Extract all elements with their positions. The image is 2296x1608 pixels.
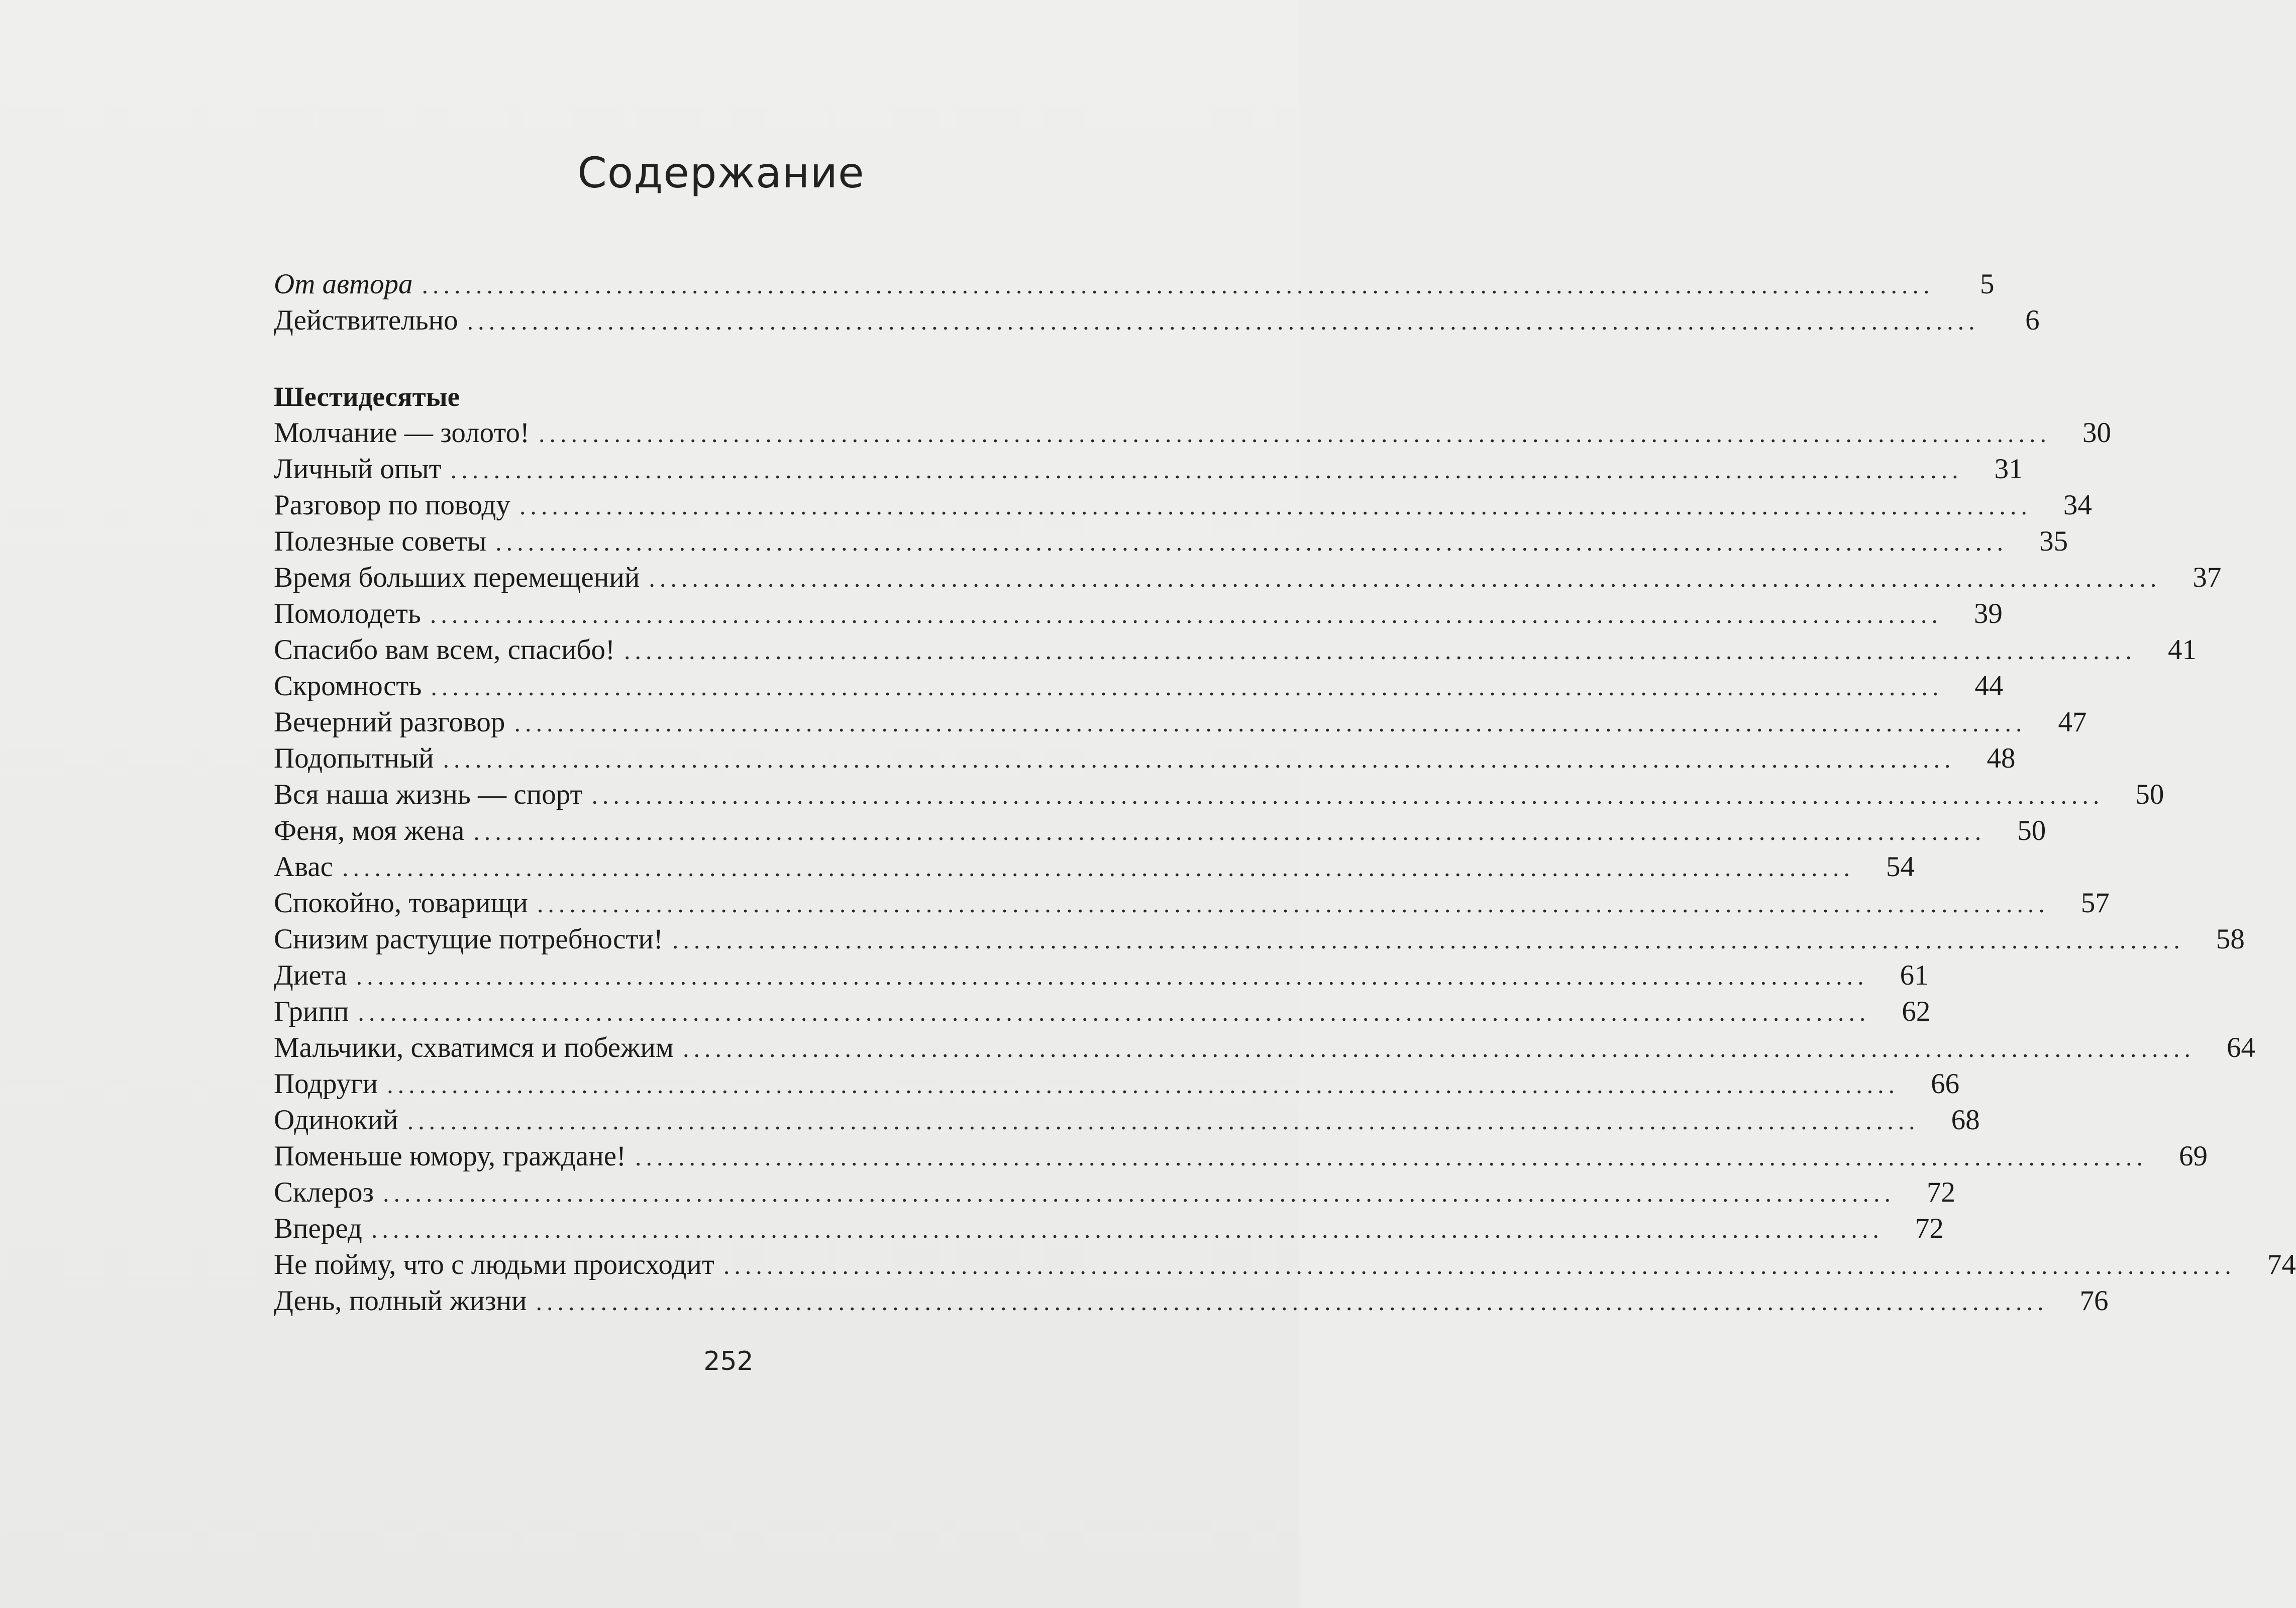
toc-entry-page: 44	[1974, 670, 2004, 702]
toc-entry-title: Вперед	[274, 1213, 362, 1244]
toc-entry-title: Поменьше юмору, граждане!	[274, 1140, 626, 1172]
toc-entry	[274, 1030, 2255, 1066]
dot-leader: ............................................................................................................................................	[467, 307, 1979, 335]
toc-entry	[274, 487, 2092, 523]
toc-entry	[274, 302, 2040, 339]
toc-entry-page: 35	[2039, 525, 2068, 557]
toc-entry-title: Диета	[274, 959, 347, 991]
toc-entry	[274, 523, 2068, 560]
toc-entry-title: Подопытный	[274, 742, 434, 774]
dot-leader: ............................................................................................................................................	[672, 926, 2184, 954]
page-title: Содержание	[577, 148, 865, 197]
toc-entry-title: Авас	[274, 851, 333, 883]
toc-entry-title: Подруги	[274, 1068, 378, 1100]
dot-leader: ............................................................................................................................................	[649, 564, 2161, 592]
dot-leader: ............................................................................................................................................	[356, 962, 1868, 990]
toc-entry	[274, 921, 2245, 957]
toc-entry	[274, 266, 1995, 302]
toc-entry	[274, 994, 1931, 1030]
toc-entry-title: День, полный жизни	[274, 1285, 527, 1317]
dot-leader: ............................................................................................................................................	[519, 492, 2032, 520]
dot-leader: ............................................................................................................................................	[387, 1070, 1900, 1099]
dot-leader: ............................................................................................................................................	[422, 271, 1934, 299]
toc-entry-title: Спокойно, товарищи	[274, 887, 528, 919]
toc-entry-page: 48	[1987, 742, 2016, 774]
toc-entry-title: Вечерний разговор	[274, 706, 505, 738]
toc-entry	[274, 560, 2222, 596]
dot-leader: ............................................................................................................................................	[495, 528, 2008, 556]
toc-entry-page: 31	[1994, 453, 2023, 485]
dot-leader: ............................................................................................................................................	[407, 1107, 1920, 1135]
toc-entry	[274, 1102, 1980, 1138]
toc-entry-page: 58	[2216, 923, 2245, 955]
dot-leader: ............................................................................................................................................	[342, 853, 1854, 882]
dot-leader: ............................................................................................................................................	[382, 1179, 1895, 1207]
toc-entry-page: 66	[1931, 1068, 1960, 1100]
toc-entry	[274, 632, 2197, 668]
toc-entry-title: Помолодеть	[274, 598, 421, 629]
toc-entry-title: Не пойму, что с людьми происходит	[274, 1249, 714, 1280]
toc-entry-page: 50	[2017, 815, 2046, 846]
toc-entry-page: 37	[2193, 562, 2222, 593]
toc-entry-title: Снизим растущие потребности!	[274, 923, 663, 955]
dot-leader: ............................................................................................................................................	[537, 890, 2049, 918]
toc-entry	[274, 1066, 1960, 1102]
toc-entry-page: 47	[2058, 706, 2087, 738]
toc-entry	[274, 1283, 2109, 1319]
toc-entry-page: 74	[2267, 1249, 2296, 1280]
dot-leader: ............................................................................................................................................	[723, 1251, 2236, 1279]
toc-entry	[274, 885, 2110, 921]
toc-entry-title: Личный опыт	[274, 453, 442, 485]
toc-entry-title: Спасибо вам всем, спасибо!	[274, 634, 615, 666]
dot-leader: ............................................................................................................................................	[539, 419, 2051, 448]
toc-entry	[274, 415, 2111, 451]
toc-entry	[274, 1211, 1944, 1247]
toc-entry	[274, 668, 2004, 704]
toc-entry-page: 72	[1926, 1176, 1955, 1208]
front-matter-list	[274, 266, 2040, 339]
toc-entry-page: 30	[2082, 417, 2111, 449]
toc-entry-page: 61	[1900, 959, 1929, 991]
toc-entry-title: Мальчики, схватимся и побежим	[274, 1032, 674, 1063]
toc-entry	[274, 957, 1929, 994]
toc-entry	[274, 451, 2023, 487]
dot-leader: ............................................................................................................................................	[443, 745, 1955, 773]
toc-entry	[274, 1174, 1955, 1211]
toc-entry	[274, 740, 2016, 777]
toc-entry	[274, 849, 1915, 885]
toc-entry	[274, 596, 2003, 632]
toc-entry-page: 69	[2178, 1140, 2208, 1172]
dot-leader: ............................................................................................................................................	[371, 1215, 1884, 1243]
toc-entry	[274, 813, 2046, 849]
dot-leader: ............................................................................................................................................	[591, 781, 2104, 809]
section-heading: Шестидесятые	[274, 381, 460, 412]
dot-leader: ............................................................................................................................................	[635, 1143, 2147, 1171]
toc-entry-title: Молчание — золото!	[274, 417, 530, 449]
toc-entry-page: 72	[1915, 1213, 1944, 1244]
toc-entry-page: 68	[1951, 1104, 1980, 1136]
toc-entry	[274, 704, 2087, 740]
toc-entry-title: Склероз	[274, 1176, 374, 1208]
dot-leader: ............................................................................................................................................	[430, 600, 1942, 628]
dot-leader: ............................................................................................................................................	[624, 636, 2136, 665]
toc-entry-page: 6	[2025, 304, 2040, 336]
dot-leader: ............................................................................................................................................	[536, 1288, 2048, 1316]
dot-leader: ............................................................................................................................................	[358, 998, 1870, 1026]
section-gap	[274, 339, 1173, 379]
toc-entry-page: 57	[2080, 887, 2110, 919]
toc-entry-title: От автора	[274, 268, 413, 300]
toc-entry-page: 64	[2227, 1032, 2255, 1063]
toc-entry-page: 50	[2135, 779, 2164, 810]
toc-entry-title: Феня, моя жена	[274, 815, 465, 846]
dot-leader: ............................................................................................................................................	[514, 709, 2027, 737]
dot-leader: ............................................................................................................................................	[473, 817, 1986, 845]
toc-entry-page: 39	[1973, 598, 2003, 629]
table-of-contents	[274, 266, 2296, 1319]
toc-entry-title: Разговор по поводу	[274, 489, 510, 521]
dot-leader: ............................................................................................................................................	[431, 673, 1943, 701]
toc-entry-title: Время больших перемещений	[274, 562, 640, 593]
toc-entry-title: Грипп	[274, 996, 349, 1027]
toc-entry	[274, 777, 2164, 813]
page-number: 252	[703, 1346, 754, 1376]
toc-entry-page: 5	[1979, 268, 1995, 300]
toc-entry-title: Полезные советы	[274, 525, 487, 557]
toc-entry	[274, 1247, 2296, 1283]
toc-entry-page: 41	[2168, 634, 2197, 666]
toc-entry-title: Действительно	[274, 304, 458, 336]
toc-entry	[274, 1138, 2208, 1174]
toc-entry-title: Вся наша жизнь — спорт	[274, 779, 583, 810]
toc-entry-page: 62	[1902, 996, 1931, 1027]
toc-entry-title: Скромность	[274, 670, 422, 702]
section-entry-list	[274, 415, 2296, 1319]
toc-entry-title: Одинокий	[274, 1104, 398, 1136]
toc-entry-page: 76	[2079, 1285, 2109, 1317]
dot-leader: ............................................................................................................................................	[683, 1034, 2195, 1062]
toc-entry-page: 54	[1886, 851, 1915, 883]
dot-leader: ............................................................................................................................................	[450, 456, 1963, 484]
toc-entry-page: 34	[2063, 489, 2092, 521]
